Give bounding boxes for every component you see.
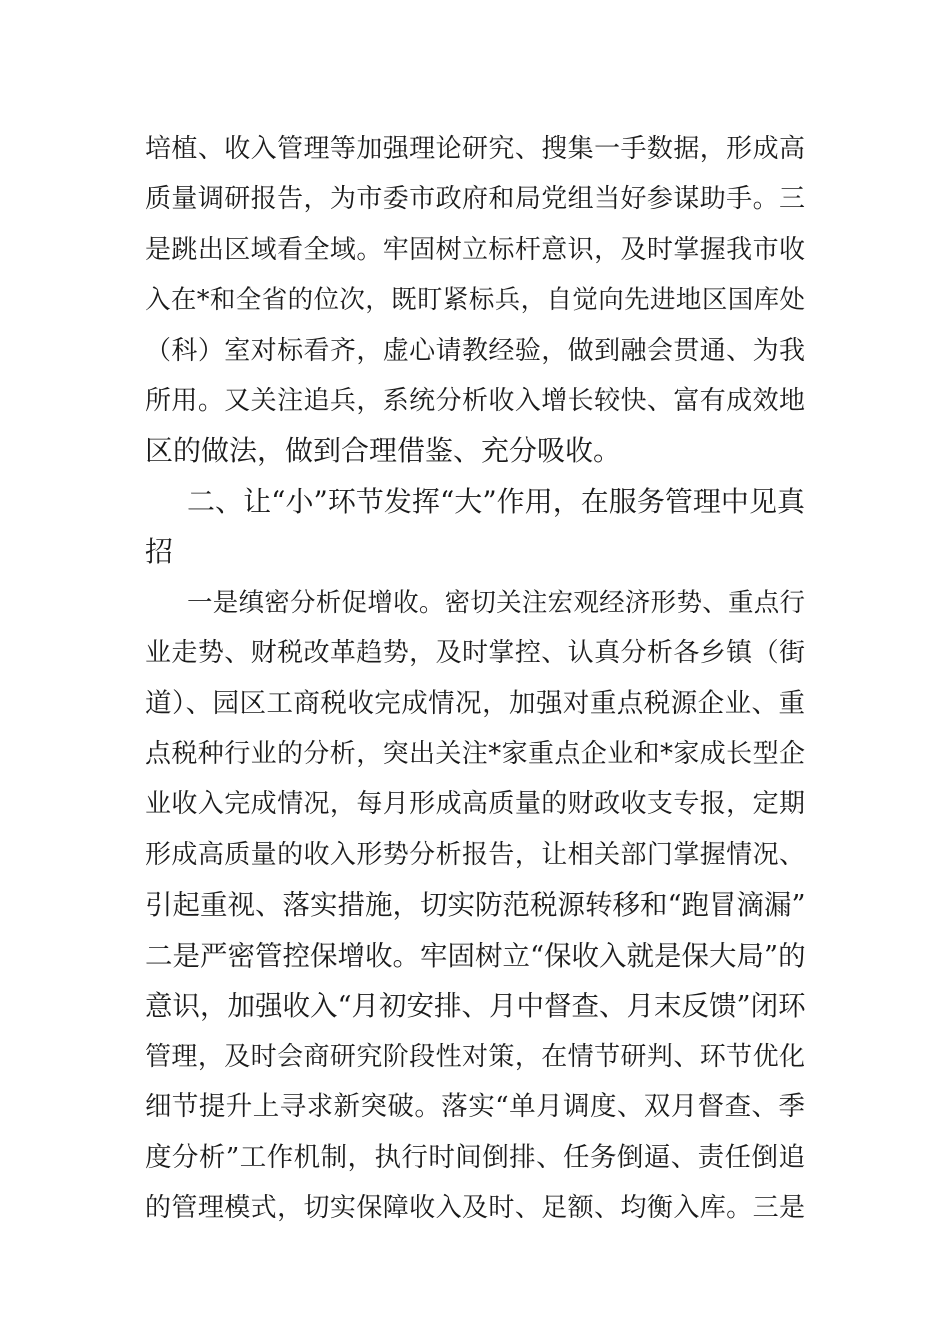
- text-line: 区的做法，做到合理借鉴、充分吸收。: [145, 434, 622, 467]
- text-line: 引起重视、落实措施，切实防范税源转移和“跑冒滴漏”: [145, 889, 806, 921]
- text-line: 培植、收入管理等加强理论研究、搜集一手数据，形成高: [145, 134, 805, 164]
- text-line: 业走势、财税改革趋势，及时掌控、认真分析各乡镇（街: [145, 638, 805, 668]
- text-line: 质量调研报告，为市委市政府和局党组当好参谋助手。三: [145, 184, 805, 214]
- text-line: 入在*和全省的位次，既盯紧标兵，自觉向先进地区国库处: [145, 285, 805, 315]
- text-line: 二是严密管控保增收。牢固树立“保收入就是保大局”的: [145, 940, 806, 972]
- text-line: 意识，加强收入“月初安排、月中督查、月末反馈”闭环: [145, 990, 806, 1022]
- text-line: 业收入完成情况，每月形成高质量的财政收支专报，定期: [145, 789, 805, 819]
- text-line: 道）、园区工商税收完成情况，加强对重点税源企业、重: [145, 688, 805, 719]
- text-line: 的管理模式，切实保障收入及时、足额、均衡入库。三是: [145, 1193, 805, 1223]
- text-line: 度分析”工作机制，执行时间倒排、任务倒逼、责任倒追: [145, 1142, 805, 1173]
- section-heading: 二、让“小”环节发挥“大”作用，在服务管理中见真: [187, 485, 805, 518]
- text-line: 一是缜密分析促增收。密切关注宏观经济形势、重点行: [187, 588, 805, 618]
- text-line: 形成高质量的收入形势分析报告，让相关部门掌握情况、: [145, 840, 805, 870]
- section-heading-continuation: 招: [145, 535, 174, 568]
- text-line: 是跳出区域看全域。牢固树立标杆意识，及时掌握我市收: [145, 235, 805, 265]
- text-line: （科）室对标看齐，虚心请教经验，做到融会贯通、为我: [145, 336, 805, 366]
- text-line: 细节提升上寻求新突破。落实“单月调度、双月督查、季: [145, 1091, 805, 1122]
- text-line: 点税种行业的分析，突出关注*家重点企业和*家成长型企: [145, 739, 805, 769]
- text-line: 所用。又关注追兵，系统分析收入增长较快、富有成效地: [145, 386, 805, 416]
- text-line: 管理，及时会商研究阶段性对策，在情节研判、环节优化: [145, 1042, 805, 1072]
